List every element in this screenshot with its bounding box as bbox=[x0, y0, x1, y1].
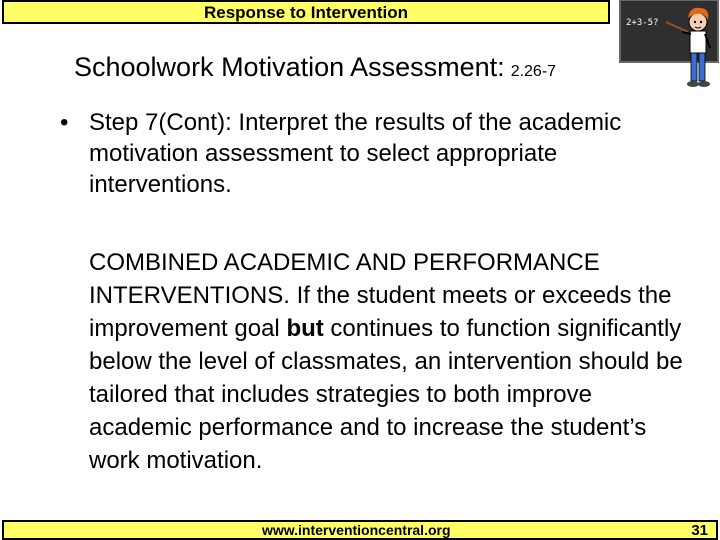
header-bar bbox=[2, 0, 610, 24]
paragraph-bold-word: but bbox=[286, 315, 324, 342]
paragraph-text-1: COMBINED ACADEMIC AND PERFORMANCE INTERVENTIONS. If the student meets or exceeds the improvement goal bbox=[89, 249, 672, 342]
header-title: Response to Intervention bbox=[203, 3, 409, 22]
paragraph-text-2: continues to function significantly below the level of classmates, an intervention should be tailored that includes strategies to both improve academic performance and to increase the student’s work motivation. bbox=[89, 315, 683, 474]
chalkboard-text: 2+3-5? bbox=[626, 18, 659, 28]
bullet-dot-icon: • bbox=[60, 109, 69, 136]
teacher-at-chalkboard-icon bbox=[618, 0, 720, 92]
body-paragraph bbox=[89, 246, 699, 477]
footer-url[interactable]: www.interventioncentral.org bbox=[262, 522, 451, 538]
bullet-item bbox=[60, 107, 640, 200]
slide-title-text: Schoolwork Motivation Assessment: bbox=[74, 52, 505, 82]
footer-bar bbox=[2, 520, 718, 540]
slide-title-number: 2.26-7 bbox=[510, 63, 557, 80]
slide-title bbox=[74, 52, 556, 83]
bullet-text: Step 7(Cont): Interpret the results of the academic motivation assessment to select appropriate interventions. bbox=[89, 109, 622, 198]
page-number: 31 bbox=[691, 522, 708, 539]
